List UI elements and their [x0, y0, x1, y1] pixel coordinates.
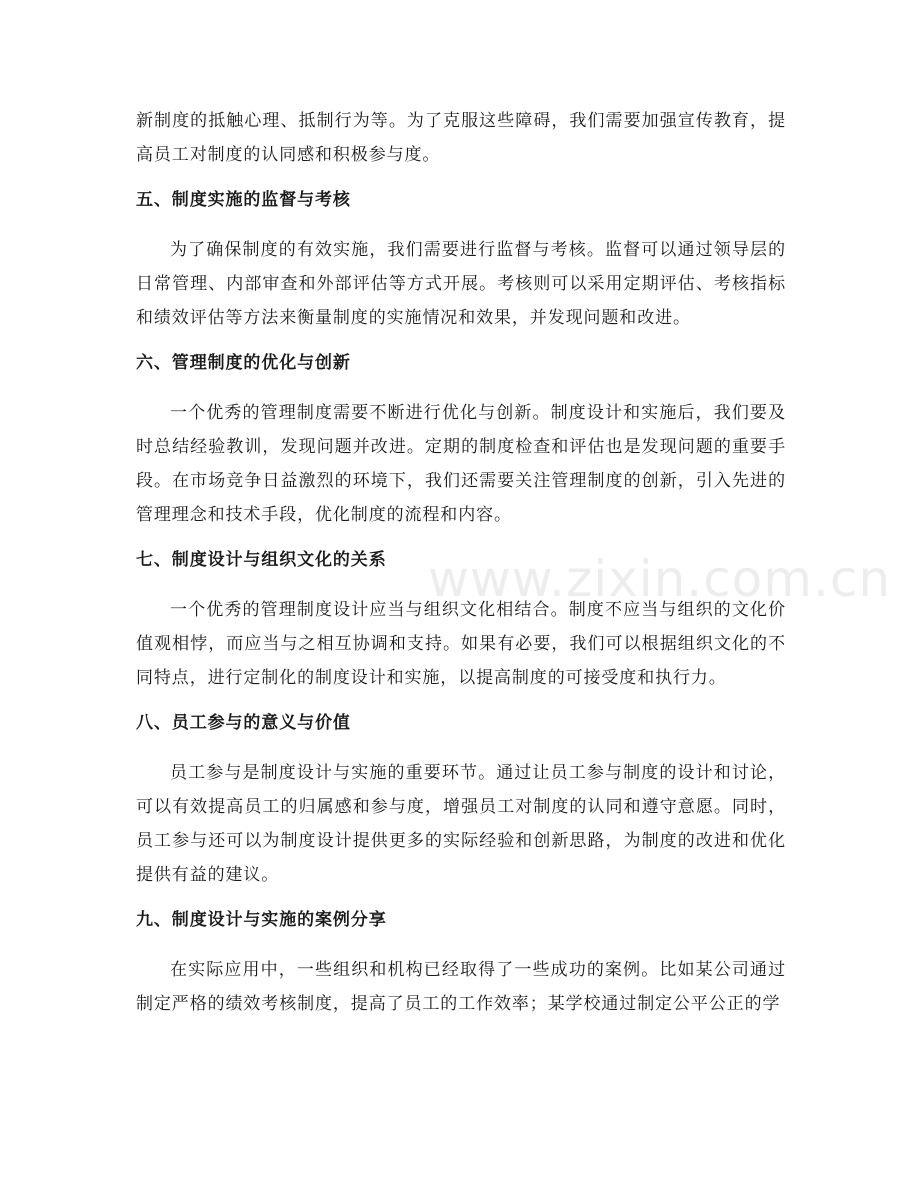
document-body [136, 104, 786, 1021]
section-7-heading: 七、制度设计与组织文化的关系 [136, 550, 387, 570]
section-9-paragraph: 在实际应用中，一些组织和机构已经取得了一些成功的案例。比如某公司通过制定严格的绩效考核制度，提高了员工的工作效率；某学校通过制定公平公正的学 [136, 960, 786, 1014]
watermark: www.zixin.com.cn [428, 550, 892, 608]
section-7-paragraph: 一个优秀的管理制度设计应当与组织文化相结合。制度不应当与组织的文化价值观相悖，而应当与之相互协调和支持。如果有必要，我们可以根据组织文化的不同特点，进行定制化的制度设计和实施，以提高制度的可接受度和执行力。 [136, 600, 786, 688]
section-6-paragraph: 一个优秀的管理制度需要不断进行优化与创新。制度设计和实施后，我们要及时总结经验教训，发现问题并改进。定期的制度检查和评估也是发现问题的重要手段。在市场竞争日益激烈的环境下，我们还需要关注管理制度的创新，引入先进的管理理念和技术手段，优化制度的流程和内容。 [136, 403, 786, 525]
section-8-heading: 八、员工参与的意义与价值 [136, 713, 351, 733]
section-9-heading: 九、制度设计与实施的案例分享 [136, 910, 387, 930]
section-5-paragraph: 为了确保制度的有效实施，我们需要进行监督与考核。监督可以通过领导层的日常管理、内部审查和外部评估等方式开展。考核则可以采用定期评估、考核指标和绩效评估等方法来衡量制度的实施情况和效果，并发现问题和改进。 [136, 240, 786, 328]
section-8-paragraph: 员工参与是制度设计与实施的重要环节。通过让员工参与制度的设计和讨论，可以有效提高员工的归属感和参与度，增强员工对制度的认同和遵守意愿。同时，员工参与还可以为制度设计提供更多的实际经验和创新思路，为制度的改进和优化提供有益的建议。 [136, 763, 786, 885]
intro-paragraph: 新制度的抵触心理、抵制行为等。为了克服这些障碍，我们需要加强宣传教育，提高员工对制度的认同感和积极参与度。 [136, 111, 786, 165]
section-6-heading: 六、管理制度的优化与创新 [136, 353, 351, 373]
section-5-heading: 五、制度实施的监督与考核 [136, 190, 351, 210]
